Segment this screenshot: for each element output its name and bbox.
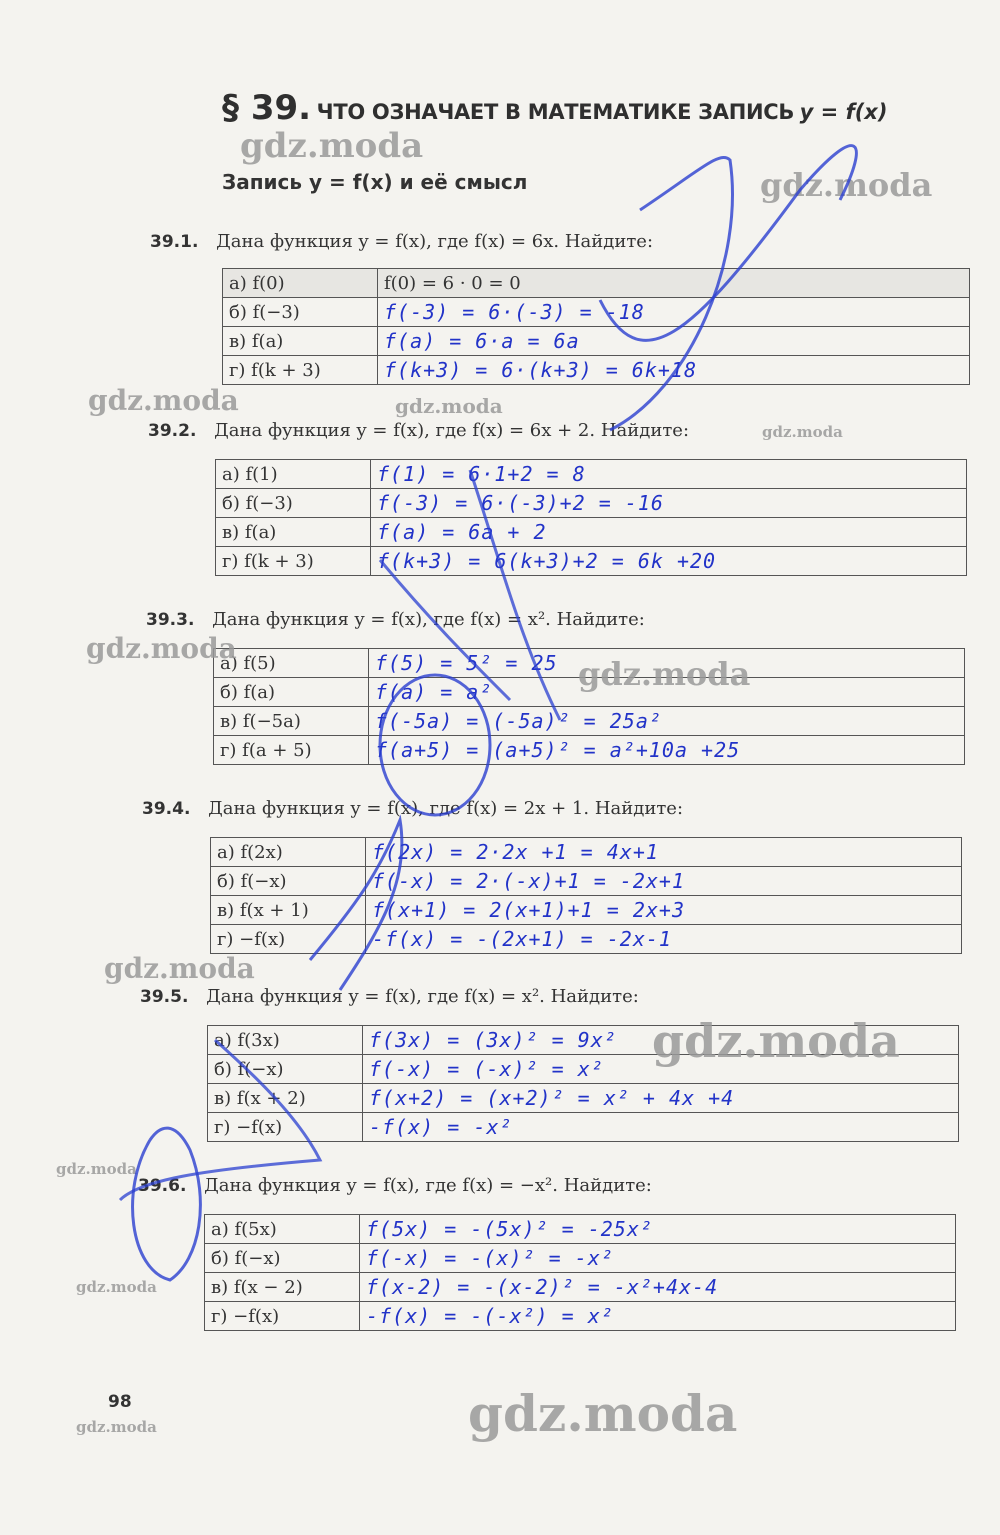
page-number: 98 (108, 1392, 132, 1412)
table-row (211, 896, 962, 925)
problem-number: 39.1. (150, 232, 199, 252)
row-answer: f(a+5) = (a+5)² = a²+10a +25 (369, 736, 965, 765)
row-answer: f(a) = a² (369, 678, 965, 707)
row-answer: f(5) = 5² = 25 (369, 649, 965, 678)
problem-number: 39.2. (148, 421, 197, 441)
watermark: gdz.moda (468, 1384, 738, 1443)
watermark: gdz.moda (395, 394, 503, 418)
table-row (214, 707, 965, 736)
table-row (223, 269, 970, 298)
row-label: в) f(−5a) (214, 707, 369, 736)
chapter-title (222, 88, 962, 128)
row-answer: f(x+2) = (x+2)² = x² + 4x +4 (363, 1084, 959, 1113)
row-label: г) −f(x) (205, 1302, 360, 1331)
table-row (216, 547, 967, 576)
row-label: а) f(2x) (211, 838, 366, 867)
problem-39-5 (140, 986, 639, 1007)
row-label: г) f(k + 3) (223, 356, 378, 385)
row-label: в) f(a) (216, 518, 371, 547)
watermark: gdz.moda (760, 166, 933, 204)
table-row (205, 1244, 956, 1273)
watermark: gdz.moda (104, 952, 255, 985)
row-label: в) f(a) (223, 327, 378, 356)
problem-39-2 (148, 420, 689, 441)
row-answer: f(-x) = -(x)² = -x² (360, 1244, 956, 1273)
section-number: § 39. (222, 88, 312, 128)
problem-statement: Дана функция y = f(x), где f(x) = 6x + 2. Найдите: (214, 420, 690, 441)
table-row (205, 1302, 956, 1331)
row-answer: -f(x) = -x² (363, 1113, 959, 1142)
table-row (205, 1215, 956, 1244)
watermark: gdz.moda (76, 1278, 157, 1296)
row-answer: f(5x) = -(5x)² = -25x² (360, 1215, 956, 1244)
table-row (223, 356, 970, 385)
row-label: а) f(5) (214, 649, 369, 678)
row-answer: -f(x) = -(-x²) = x² (360, 1302, 956, 1331)
section-title-formula: y = f(x) (799, 100, 888, 124)
row-label: в) f(x + 1) (211, 896, 366, 925)
table-row (211, 925, 962, 954)
row-answer: f(x-2) = -(x-2)² = -x²+4x-4 (360, 1273, 956, 1302)
watermark: gdz.moda (578, 655, 751, 693)
row-label: а) f(1) (216, 460, 371, 489)
table-row (223, 298, 970, 327)
row-label: б) f(−3) (223, 298, 378, 327)
answer-table-39-2 (215, 459, 967, 576)
watermark: gdz.moda (76, 1418, 157, 1436)
row-answer: f(-3) = 6·(-3)+2 = -16 (371, 489, 967, 518)
watermark: gdz.moda (88, 384, 239, 417)
row-answer: f(a) = 6a + 2 (371, 518, 967, 547)
answer-table-39-1 (222, 268, 970, 385)
row-answer: f(-x) = 2·(-x)+1 = -2x+1 (366, 867, 962, 896)
answer-table-39-6 (204, 1214, 956, 1331)
row-label: б) f(−3) (216, 489, 371, 518)
row-answer: f(1) = 6·1+2 = 8 (371, 460, 967, 489)
problem-statement: Дана функция y = f(x), где f(x) = 2x + 1. Найдите: (208, 798, 684, 819)
loop-scribble (133, 1128, 201, 1280)
row-label: а) f(3x) (208, 1026, 363, 1055)
row-label: а) f(5x) (205, 1215, 360, 1244)
problem-number: 39.6. (138, 1176, 187, 1196)
row-label: г) f(a + 5) (214, 736, 369, 765)
row-answer: f(0) = 6 · 0 = 0 (378, 269, 970, 298)
table-row (223, 327, 970, 356)
row-answer: f(k+3) = 6(k+3)+2 = 6k +20 (371, 547, 967, 576)
row-label: г) −f(x) (211, 925, 366, 954)
table-row (208, 1084, 959, 1113)
row-label: в) f(x + 2) (208, 1084, 363, 1113)
table-row (211, 838, 962, 867)
problem-statement: Дана функция y = f(x), где f(x) = −x². Найдите: (204, 1175, 652, 1196)
section-subtitle: Запись y = f(x) и её смысл (222, 170, 528, 194)
row-label: г) −f(x) (208, 1113, 363, 1142)
problem-39-3 (146, 609, 645, 630)
watermark: gdz.moda (86, 632, 237, 665)
row-label: а) f(0) (223, 269, 378, 298)
problem-number: 39.4. (142, 799, 191, 819)
watermark: gdz.moda (652, 1014, 900, 1068)
row-answer: f(-5a) = (-5a)² = 25a² (369, 707, 965, 736)
row-answer: -f(x) = -(2x+1) = -2x-1 (366, 925, 962, 954)
table-row (216, 460, 967, 489)
problem-number: 39.5. (140, 987, 189, 1007)
problem-39-1 (150, 231, 653, 252)
answer-table-39-4 (210, 837, 962, 954)
row-answer: f(2x) = 2·2x +1 = 4x+1 (366, 838, 962, 867)
table-row (205, 1273, 956, 1302)
problem-statement: Дана функция y = f(x), где f(x) = x². Найдите: (212, 609, 645, 630)
row-label: г) f(k + 3) (216, 547, 371, 576)
row-label: б) f(a) (214, 678, 369, 707)
row-answer: f(a) = 6·a = 6a (378, 327, 970, 356)
row-answer: f(3x) = (3x)² = 9x² (363, 1026, 959, 1055)
watermark: gdz.moda (762, 423, 843, 441)
row-answer: f(k+3) = 6·(k+3) = 6k+18 (378, 356, 970, 385)
row-answer: f(-3) = 6·(-3) = -18 (378, 298, 970, 327)
table-row (211, 867, 962, 896)
problem-39-6 (138, 1175, 652, 1196)
table-row (208, 1113, 959, 1142)
row-answer: f(x+1) = 2(x+1)+1 = 2x+3 (366, 896, 962, 925)
row-answer: f(-x) = (-x)² = x² (363, 1055, 959, 1084)
problem-statement: Дана функция y = f(x), где f(x) = 6x. Найдите: (216, 231, 654, 252)
section-title: ЧТО ОЗНАЧАЕТ В МАТЕМАТИКЕ ЗАПИСЬ (316, 100, 795, 124)
row-label: б) f(−x) (211, 867, 366, 896)
watermark: gdz.moda (240, 126, 424, 166)
table-row (216, 518, 967, 547)
row-label: в) f(x − 2) (205, 1273, 360, 1302)
row-label: б) f(−x) (205, 1244, 360, 1273)
problem-39-4 (142, 798, 683, 819)
problem-number: 39.3. (146, 610, 195, 630)
table-row (214, 736, 965, 765)
table-row (216, 489, 967, 518)
row-label: б) f(−x) (208, 1055, 363, 1084)
watermark: gdz.moda (56, 1160, 137, 1178)
problem-statement: Дана функция y = f(x), где f(x) = x². Найдите: (206, 986, 639, 1007)
